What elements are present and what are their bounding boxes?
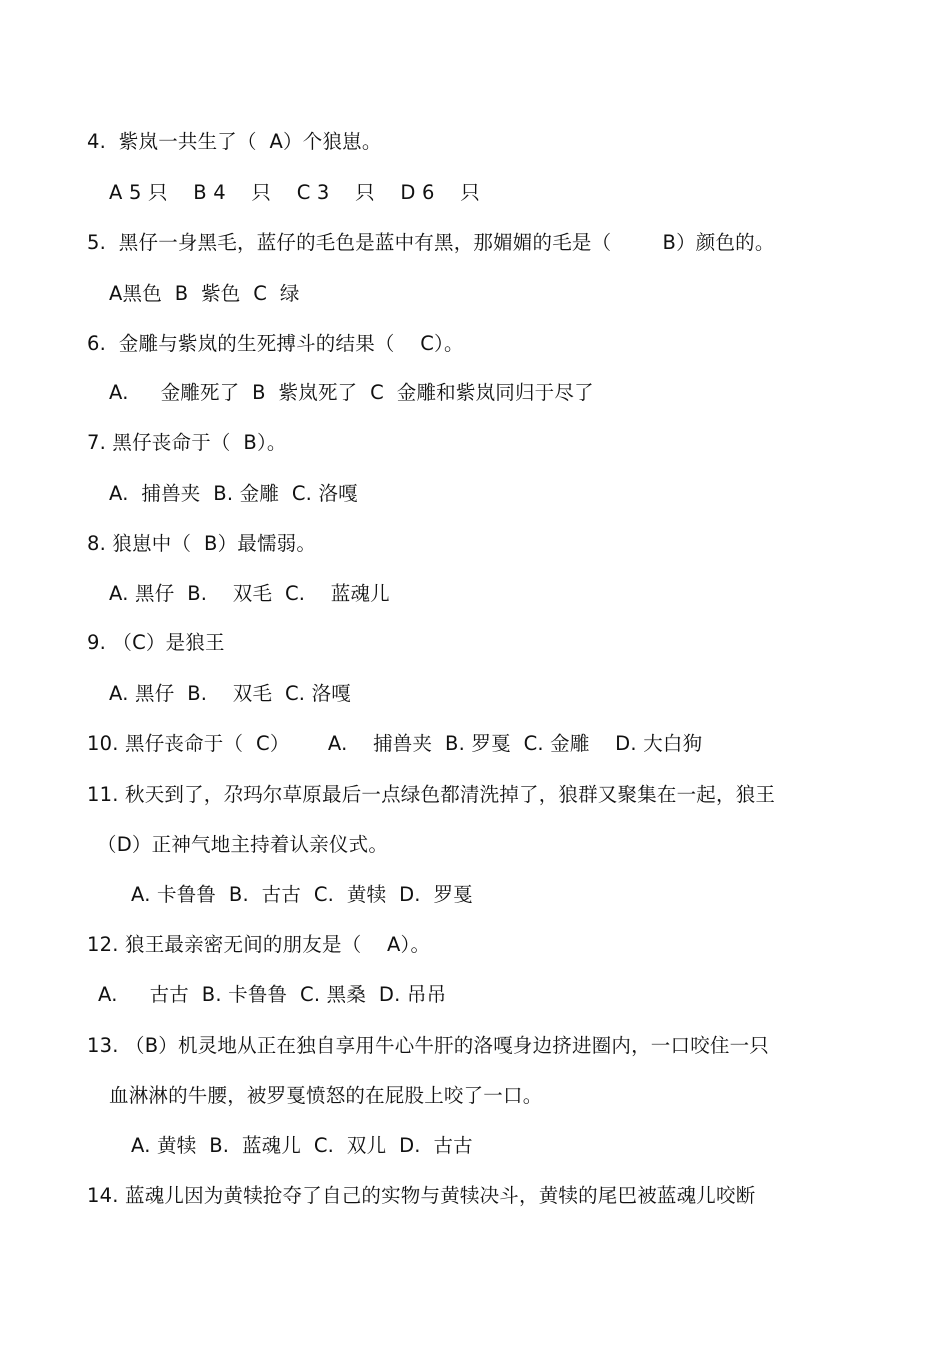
question-4: 4. 紫岚一共生了（ A）个狼崽。 <box>87 130 382 153</box>
question-13-line-2: 血淋淋的牛腰，被罗戛愤怒的在屁股上咬了一口。 <box>109 1084 543 1107</box>
question-9: 9. （C）是狼王 <box>87 631 225 654</box>
question-11-line-1: 11. 秋天到了，尕玛尔草原最后一点绿色都清洗掉了，狼群又聚集在一起，狼王 <box>87 783 776 806</box>
question-11-line-2: （D）正神气地主持着认亲仪式。 <box>97 833 389 856</box>
question-8-options: A. 黑仔 B. 双毛 C. 蓝魂儿 <box>109 582 390 605</box>
question-7: 7. 黑仔丧命于（ B）。 <box>87 431 287 454</box>
question-6-options: A. 金雕死了 B 紫岚死了 C 金雕和紫岚同归于尽了 <box>109 381 594 404</box>
question-10: 10. 黑仔丧命于（ C） A. 捕兽夹 B. 罗戛 C. 金雕 D. 大白狗 <box>87 732 703 755</box>
question-11-options: A. 卡鲁鲁 B. 古古 C. 黄犊 D. 罗戛 <box>131 883 473 906</box>
question-12-options: A. 古古 B. 卡鲁鲁 C. 黑桑 D. 吊吊 <box>98 983 447 1006</box>
question-5: 5. 黑仔一身黑毛，蓝仔的毛色是蓝中有黑，那媚媚的毛是（ B）颜色的。 <box>87 231 775 254</box>
question-4-options: A 5 只 B 4 只 C 3 只 D 6 只 <box>109 181 480 204</box>
question-13-line-1: 13. （B）机灵地从正在独自享用牛心牛肝的洛嘎身边挤进圈内，一口咬住一只 <box>87 1034 769 1057</box>
question-14-line-1: 14. 蓝魂儿因为黄犊抢夺了自己的实物与黄犊决斗，黄犊的尾巴被蓝魂儿咬断 <box>87 1184 756 1207</box>
question-8: 8. 狼崽中（ B）最懦弱。 <box>87 532 317 555</box>
question-9-options: A. 黑仔 B. 双毛 C. 洛嘎 <box>109 682 351 705</box>
question-13-options: A. 黄犊 B. 蓝魂儿 C. 双儿 D. 古古 <box>131 1134 473 1157</box>
question-5-options: A黑色 B 紫色 C 绿 <box>109 282 300 305</box>
question-6: 6. 金雕与紫岚的生死搏斗的结果（ C）。 <box>87 332 464 355</box>
question-7-options: A. 捕兽夹 B. 金雕 C. 洛嘎 <box>109 482 358 505</box>
question-12: 12. 狼王最亲密无间的朋友是（ A）。 <box>87 933 431 956</box>
